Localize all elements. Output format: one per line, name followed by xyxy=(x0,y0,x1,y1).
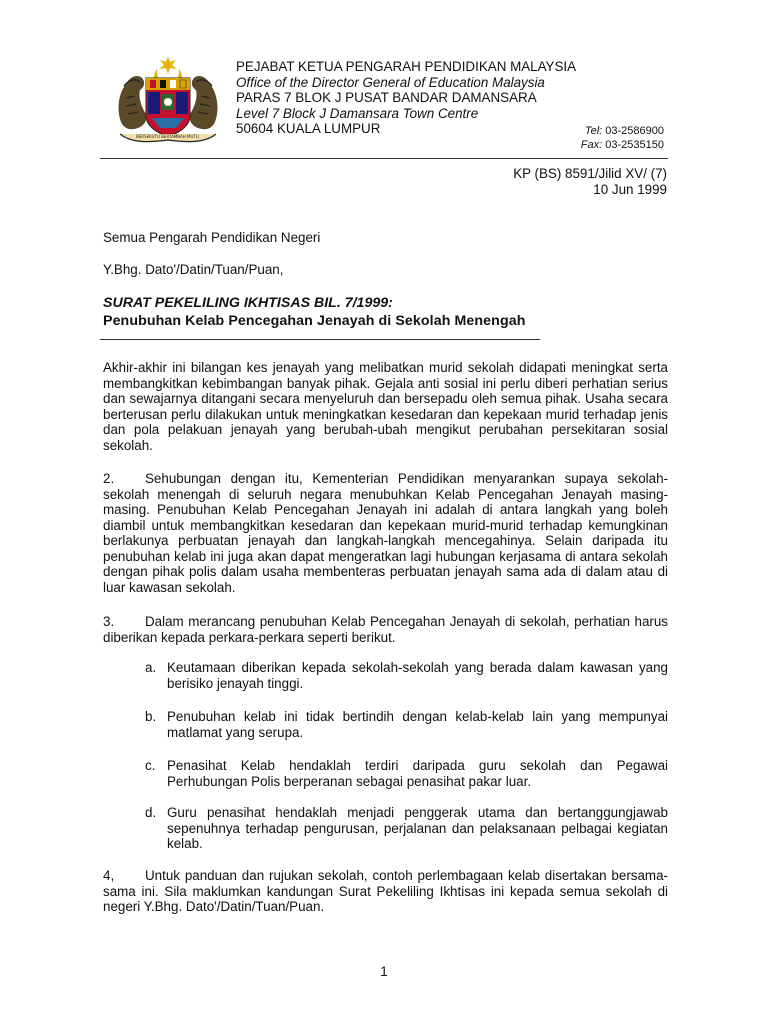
coat-of-arms-icon xyxy=(112,54,224,146)
list-item xyxy=(145,758,668,789)
paragraph-number: 2. xyxy=(103,471,115,486)
postcode-city: 50604 KUALA LUMPUR xyxy=(236,121,381,136)
paragraph-2 xyxy=(103,471,668,595)
circular-subject: Penubuhan Kelab Pencegahan Jenayah di Sekolah Menengah xyxy=(103,313,526,329)
reference-number: KP (BS) 8591/Jilid XV/ (7) xyxy=(513,166,667,181)
paragraph-intro: Akhir-akhir ini bilangan kes jenayah yang melibatkan murid sekolah didapati meningkat serta membangkitkan kebimbangan banyak pihak. Gejala anti sosial ini perlu diberi perhatian serius dan sewajarnya ditangani secara menyeluruh dan bersepadu oleh semua pihak. Usaha secara berterusan perlu dilakukan untuk meningkatkan kesedaran dan kepekaan murid terhadap jenis dan pola pelakuan jenayah yang berubah-ubah mengikut perubahan persekitaran sosial sekolah. xyxy=(103,360,668,453)
paragraph-number: 3. xyxy=(103,614,115,629)
tel-label: Tel: xyxy=(584,125,603,137)
list-item-text: Keutamaan diberikan kepada sekolah-sekolah yang berada dalam kawasan yang berisiko jenayah tinggi. xyxy=(167,660,668,691)
list-item-letter: a. xyxy=(145,660,157,675)
paragraph-4 xyxy=(103,868,668,915)
fax-line xyxy=(581,138,664,152)
list-item xyxy=(145,660,668,691)
page-number: 1 xyxy=(380,964,388,979)
address-english: Level 7 Block J Damansara Town Centre xyxy=(236,105,479,121)
letter-date: 10 Jun 1999 xyxy=(593,182,667,197)
list-item xyxy=(145,805,668,852)
header-divider xyxy=(100,158,668,159)
fax-number: 03-2535150 xyxy=(605,139,664,151)
reference-block xyxy=(513,166,667,198)
address-malay: PARAS 7 BLOK J PUSAT BANDAR DAMANSARA xyxy=(236,90,537,105)
office-name-english: Office of the Director General of Education Malaysia xyxy=(236,74,545,90)
paragraph-number: 4, xyxy=(103,868,115,883)
paragraph-text: Dalam merancang penubuhan Kelab Pencegahan Jenayah di sekolah, perhatian harus diberikan kepada perkara-perkara seperti berikut. xyxy=(103,614,668,645)
office-name-malay: PEJABAT KETUA PENGARAH PENDIDIKAN MALAYSIA xyxy=(236,59,577,74)
list-item-letter: b. xyxy=(145,709,157,724)
telephone-line xyxy=(581,124,664,138)
fax-label: Fax: xyxy=(580,139,603,151)
salutation: Y.Bhg. Dato'/Datin/Tuan/Puan, xyxy=(103,262,284,277)
circular-title: SURAT PEKELILING IKHTISAS BIL. 7/1999: xyxy=(103,295,393,311)
contact-info xyxy=(581,124,664,152)
recipient: Semua Pengarah Pendidikan Negeri xyxy=(103,230,321,245)
emblem-motto: BERSEKUTU BERTAMBAH MUTU xyxy=(136,134,199,139)
list-item xyxy=(145,709,668,740)
title-underline xyxy=(100,339,540,340)
list-item-letter: d. xyxy=(145,805,157,820)
list-item-text: Guru penasihat hendaklah menjadi penggerak utama dan bertanggungjawab sepenuhnya terhadap pengurusan, perjalanan dan pelaksanaan pelbagai kegiatan kelab. xyxy=(167,805,668,851)
paragraph-text: Sehubungan dengan itu, Kementerian Pendidikan menyarankan supaya sekolah-sekolah menengah di seluruh negara menubuhkan Kelab Pencegahan Jenayah masing-masing. Penubuhan Kelab Pencegahan Jenayah ini adalah di antara langkah yang boleh diambil untuk membangkitkan kesedaran dan kepekaan murid-murid terhadap kemungkinan berlakunya perbuatan jenayah dan langkah-langkah mencegahinya. Selain daripada itu penubuhan kelab ini juga akan dapat mengeratkan lagi hubungan kerjasama di antara sekolah dengan pihak polis dalam usaha membenteras perbuatan jenayah sama ada di dalam atau di luar kawasan sekolah. xyxy=(103,471,668,595)
list-item-letter: c. xyxy=(145,758,156,773)
paragraph-3 xyxy=(103,614,668,645)
tel-number: 03-2586900 xyxy=(605,125,664,137)
paragraph-text: Untuk panduan dan rujukan sekolah, contoh perlembagaan kelab disertakan bersama-sama ini. Sila maklumkan kandungan Surat Pekeliling Ikhtisas ini kepada semua sekolah di negeri Y.Bhg. Dato'/Datin/Tuan/Puan. xyxy=(103,868,668,914)
list-item-text: Penasihat Kelab hendaklah terdiri daripada guru sekolah dan Pegawai Perhubungan Polis berperanan sebagai penasihat pakar luar. xyxy=(167,758,668,789)
list-item-text: Penubuhan kelab ini tidak bertindih dengan kelab-kelab lain yang mempunyai matlamat yang serupa. xyxy=(167,709,668,740)
